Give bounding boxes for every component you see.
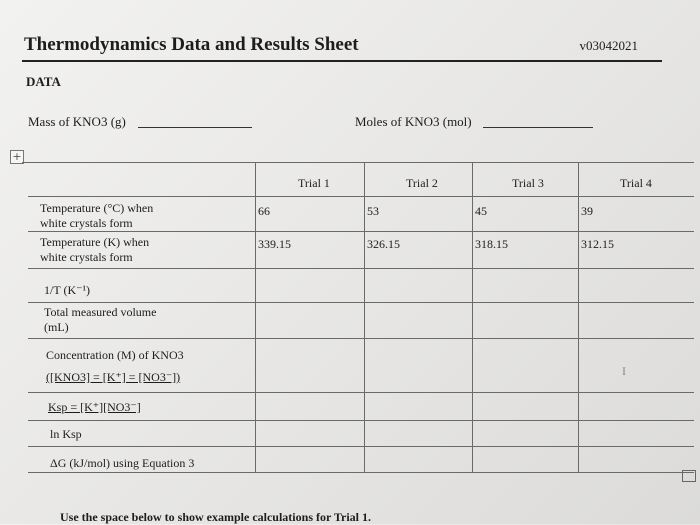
table-divider (255, 162, 256, 472)
mass-field-line[interactable] (138, 127, 252, 128)
table-move-handle-icon[interactable]: + (10, 150, 24, 164)
page-title: Thermodynamics Data and Results Sheet (24, 34, 359, 55)
table-divider (364, 162, 365, 472)
row-label-ln-ksp: ln Ksp (50, 427, 82, 441)
text-cursor-icon: I (622, 364, 626, 378)
col-header-trial-4: Trial 4 (620, 176, 652, 190)
col-header-trial-1: Trial 1 (298, 176, 330, 190)
section-heading: DATA (26, 74, 61, 89)
table-divider (578, 162, 579, 472)
resize-handle[interactable] (682, 470, 696, 482)
table-rule (28, 420, 694, 421)
moles-label: Moles of KNO3 (mol) (355, 114, 472, 129)
moles-field-line[interactable] (483, 127, 593, 128)
table-rule (22, 162, 694, 163)
row-label-inverse-t: 1/T (K⁻¹) (44, 283, 91, 297)
table-rule (28, 472, 694, 473)
table-rule (28, 446, 694, 447)
cell-temp-c-trial-1[interactable]: 66 (258, 204, 270, 218)
table-rule (28, 338, 694, 339)
row-label-delta-g: ΔG (kJ/mol) using Equation 3 (50, 456, 195, 470)
cell-temp-k-trial-1[interactable]: 339.15 (258, 237, 291, 251)
table-rule (28, 392, 694, 393)
row-label-volume: Total measured volume (mL) (44, 305, 157, 334)
table-divider (472, 162, 473, 472)
col-header-trial-3: Trial 3 (512, 176, 544, 190)
mass-label: Mass of KNO3 (g) (28, 114, 126, 129)
row-label-temp-k: Temperature (K) when white crystals form (40, 235, 150, 264)
header-rule (22, 60, 662, 62)
cell-temp-c-trial-4[interactable]: 39 (581, 204, 593, 218)
row-label-concentration: Concentration (M) of KNO3 ([KNO3] = [K⁺] = [NO3⁻]) (46, 348, 184, 384)
footer-instruction: Use the space below to show example calculations for Trial 1. (60, 510, 371, 524)
version-code: v03042021 (579, 38, 638, 53)
table-rule (28, 231, 694, 232)
cell-temp-k-trial-2[interactable]: 326.15 (367, 237, 400, 251)
table-rule (28, 268, 694, 269)
row-label-ksp: Ksp = [K⁺][NO3⁻] (48, 400, 141, 414)
cell-temp-c-trial-3[interactable]: 45 (475, 204, 487, 218)
col-header-trial-2: Trial 2 (406, 176, 438, 190)
table-rule (28, 302, 694, 303)
table-rule (28, 196, 694, 197)
cell-temp-k-trial-4[interactable]: 312.15 (581, 237, 614, 251)
cell-temp-k-trial-3[interactable]: 318.15 (475, 237, 508, 251)
cell-temp-c-trial-2[interactable]: 53 (367, 204, 379, 218)
row-label-temp-c: Temperature (°C) when white crystals form (40, 201, 154, 230)
